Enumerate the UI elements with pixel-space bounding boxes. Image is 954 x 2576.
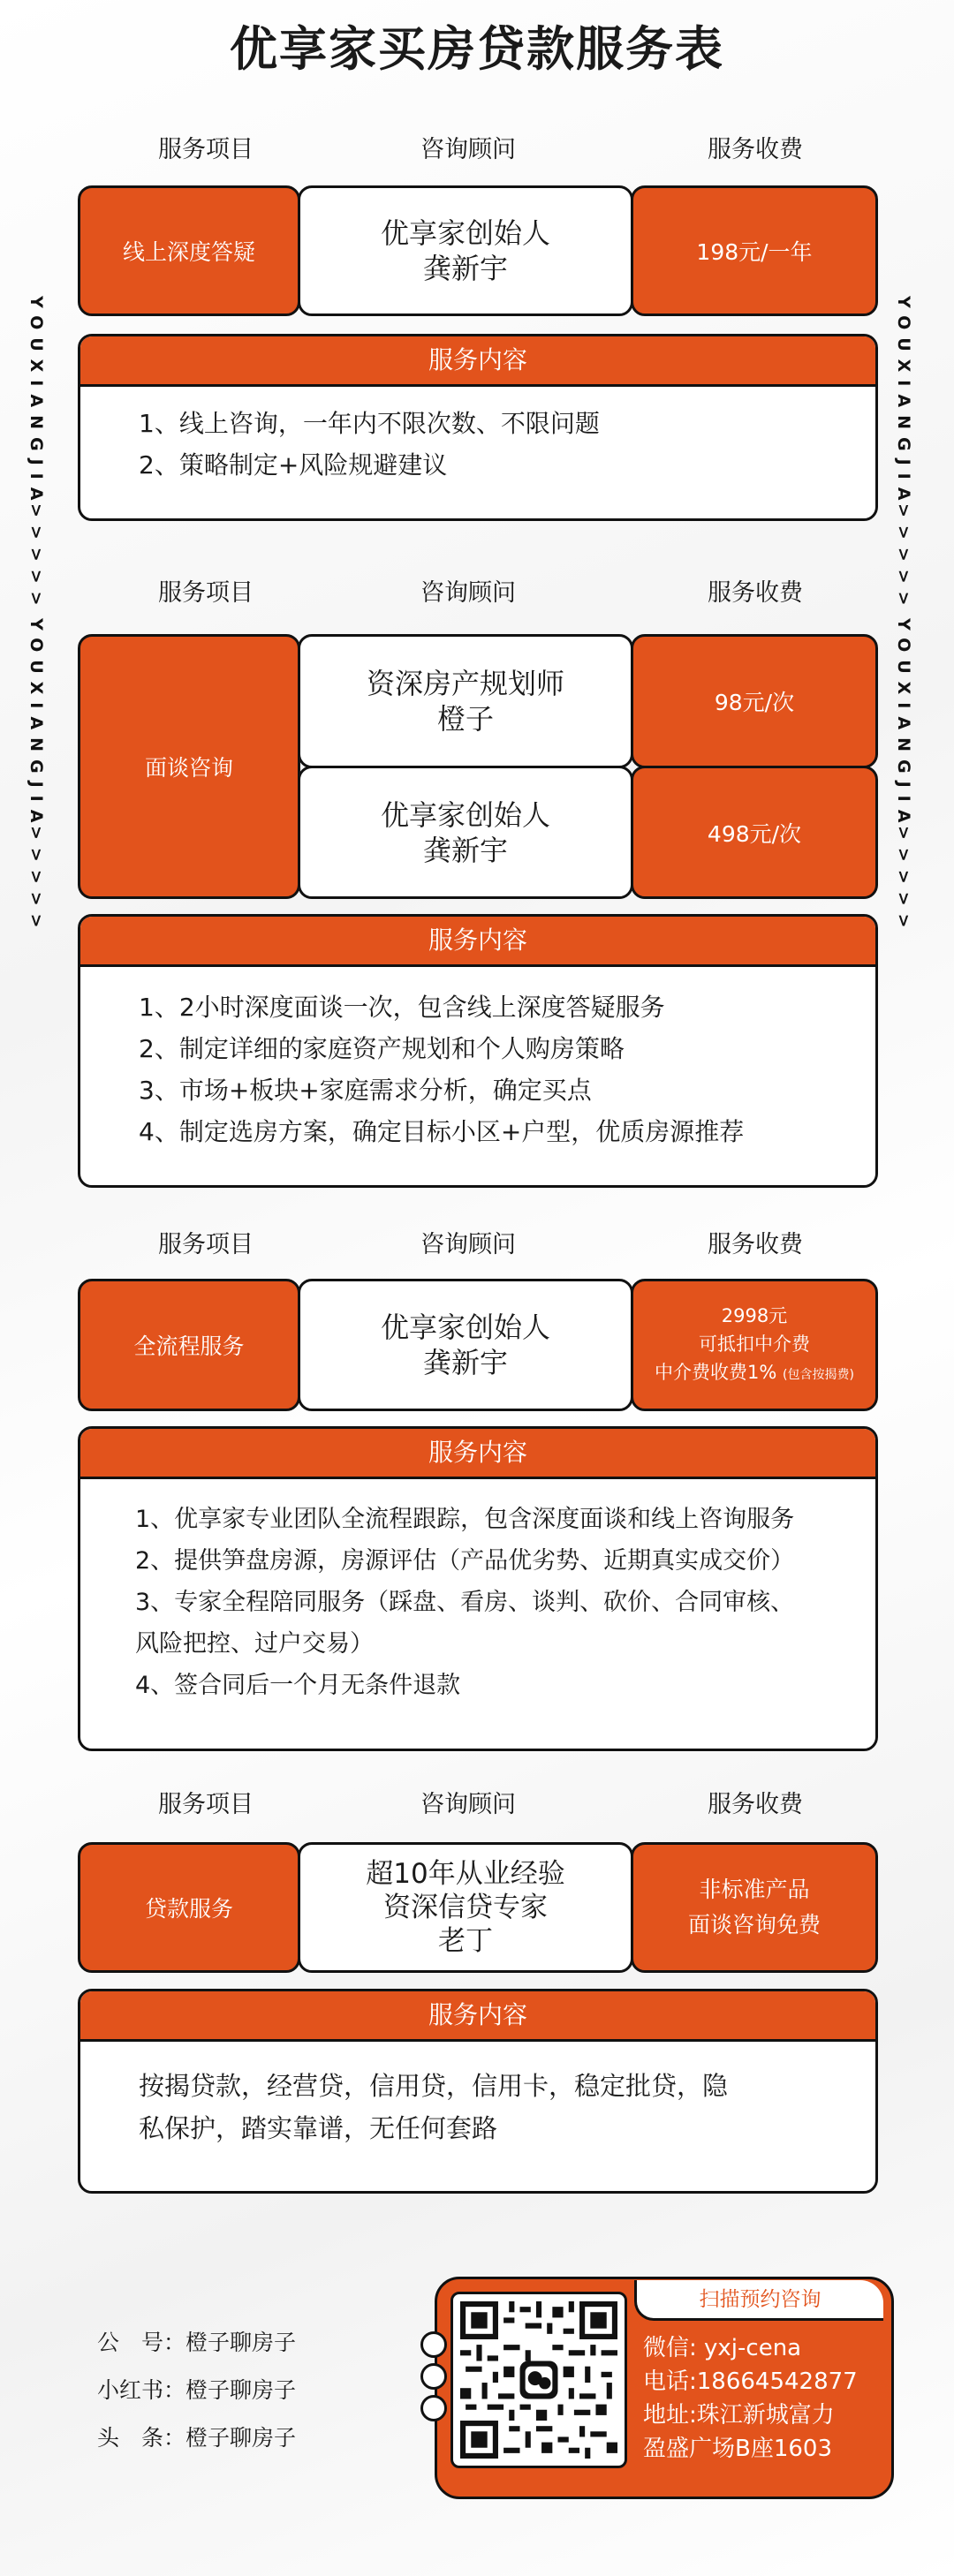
service-item-box (78, 1842, 300, 1973)
contact-address: 地址:珠江新城富力 (643, 2402, 835, 2429)
header-advisor: 咨询顾问 (420, 1231, 516, 1258)
content-line: 2、制定详细的家庭资产规划和个人购房策略 (139, 1034, 625, 1063)
fee-value: 98元/次 (714, 690, 795, 715)
fee-box (631, 1279, 878, 1411)
contact-wechat: 微信: yxj-cena (643, 2335, 802, 2361)
header-item: 服务项目 (158, 579, 254, 607)
side-arrows-left-2: >>>>> (26, 826, 46, 936)
header-fee: 服务收费 (708, 136, 803, 163)
fee-rate: 中介费收费1% (655, 1361, 777, 1383)
fee-value: 非标准产品 (699, 1877, 810, 1902)
content-line: 风险把控、过户交易） (135, 1630, 374, 1658)
side-arrows-right-2: >>>>> (894, 826, 913, 936)
contact-info (643, 2331, 890, 2466)
fee-note: 可抵扣中介费 (699, 1333, 810, 1355)
content-panel-title: 服务内容 (80, 336, 875, 387)
advisor-name: 橙子 (436, 702, 494, 736)
advisor-box (298, 1279, 633, 1411)
advisor-box (298, 185, 633, 316)
contact-phone: 电话:18664542877 (643, 2368, 858, 2395)
advisor-title: 资深房产规划师 (366, 667, 564, 700)
service-item-label: 全流程服务 (133, 1333, 245, 1359)
content-line: 私保护，踏实靠谱，无任何套路 (139, 2113, 498, 2143)
qr-code-image (460, 2301, 617, 2459)
fee-value: 2998元 (721, 1304, 788, 1326)
content-line: 按揭贷款，经营贷，信用贷，信用卡，稳定批贷，隐 (139, 2071, 729, 2101)
content-line: 1、优享家专业团队全流程跟踪，包含深度面谈和线上咨询服务 (135, 1506, 795, 1533)
fee-note (655, 1358, 854, 1389)
fee-box (631, 634, 878, 768)
advisor-title: 优享家创始人 (380, 216, 550, 250)
fee-value: 498元/次 (707, 820, 802, 847)
service-item-box (78, 185, 300, 316)
content-line: 1、线上咨询，一年内不限次数、不限问题 (139, 409, 600, 438)
ring-decoration (420, 2331, 447, 2358)
advisor-box (298, 766, 633, 899)
qr-code[interactable] (450, 2292, 627, 2468)
ring-decoration (420, 2395, 447, 2421)
side-brand-left-1: YOUXIANGJIA (26, 296, 46, 509)
advisor-title: 优享家创始人 (380, 1311, 550, 1344)
content-panel (78, 334, 878, 521)
header-fee: 服务收费 (708, 1791, 803, 1818)
header-fee: 服务收费 (708, 1231, 803, 1258)
advisor-title: 资深信贷专家 (383, 1892, 548, 1923)
service-item-box (78, 634, 300, 899)
fee-note: 面谈咨询免费 (687, 1912, 821, 1938)
content-panel (78, 914, 878, 1188)
advisor-experience: 超10年从业经验 (366, 1858, 565, 1890)
social-list (97, 2319, 296, 2462)
advisor-title: 优享家创始人 (380, 797, 550, 832)
content-panel-title: 服务内容 (80, 1429, 875, 1479)
header-item: 服务项目 (158, 136, 254, 163)
social-toutiao: 头 条：橙子聊房子 (97, 2425, 297, 2451)
side-arrows-right-1: >>>>> (894, 503, 913, 614)
advisor-name: 龚新宇 (422, 1346, 508, 1379)
content-panel-title: 服务内容 (80, 917, 875, 967)
service-item-label: 面谈咨询 (144, 755, 233, 781)
social-xiaohongshu: 小红书：橙子聊房子 (97, 2377, 297, 2403)
header-advisor: 咨询顾问 (420, 136, 516, 163)
content-line: 3、专家全程陪同服务（踩盘、看房、谈判、砍价、合同审核、 (135, 1589, 795, 1616)
side-arrows-left-1: >>>>> (26, 503, 46, 614)
service-item-label: 线上深度答疑 (122, 239, 255, 265)
advisor-name: 龚新宇 (422, 252, 508, 285)
content-panel (78, 1426, 878, 1751)
social-gongzhonghao: 公 号：橙子聊房子 (97, 2330, 297, 2355)
fee-value: 198元/一年 (696, 239, 813, 265)
content-line: 4、签合同后一个月无条件退款 (135, 1672, 461, 1699)
header-item: 服务项目 (158, 1231, 254, 1258)
header-advisor: 咨询顾问 (420, 579, 516, 607)
advisor-box (298, 1842, 633, 1973)
content-line: 1、2小时深度面谈一次，包含线上深度答疑服务 (139, 993, 665, 1022)
fee-footnote: (包含按揭费) (783, 1367, 854, 1382)
page-title: 优享家买房贷款服务表 (230, 21, 724, 77)
service-item-box (78, 1279, 300, 1411)
content-line: 3、市场+板块+家庭需求分析，确定买点 (139, 1076, 592, 1105)
header-item: 服务项目 (158, 1791, 254, 1818)
advisor-name: 龚新宇 (422, 833, 508, 867)
advisor-box (298, 634, 633, 768)
header-fee: 服务收费 (708, 579, 803, 607)
header-advisor: 咨询顾问 (420, 1791, 516, 1818)
content-line: 4、制定选房方案，确定目标小区+户型，优质房源推荐 (139, 1117, 745, 1146)
fee-box (631, 185, 878, 316)
contact-address-2: 盈盛广场B座1603 (643, 2436, 833, 2462)
content-panel-title: 服务内容 (80, 1991, 875, 2042)
side-brand-right-1: YOUXIANGJIA (894, 296, 913, 509)
content-panel (78, 1989, 878, 2194)
side-brand-left-2: YOUXIANGJIA (26, 618, 46, 831)
fee-box (631, 766, 878, 899)
advisor-name: 老丁 (438, 1925, 493, 1957)
fee-box (631, 1842, 878, 1973)
content-line: 2、提供笋盘房源，房源评估（产品优劣势、近期真实成交价） (135, 1547, 795, 1575)
side-brand-right-2: YOUXIANGJIA (894, 618, 913, 831)
service-item-label: 贷款服务 (144, 1896, 233, 1922)
content-line: 2、策略制定+风险规避建议 (139, 450, 448, 480)
ring-decoration (420, 2363, 447, 2390)
scan-label: 扫描预约咨询 (634, 2280, 883, 2321)
